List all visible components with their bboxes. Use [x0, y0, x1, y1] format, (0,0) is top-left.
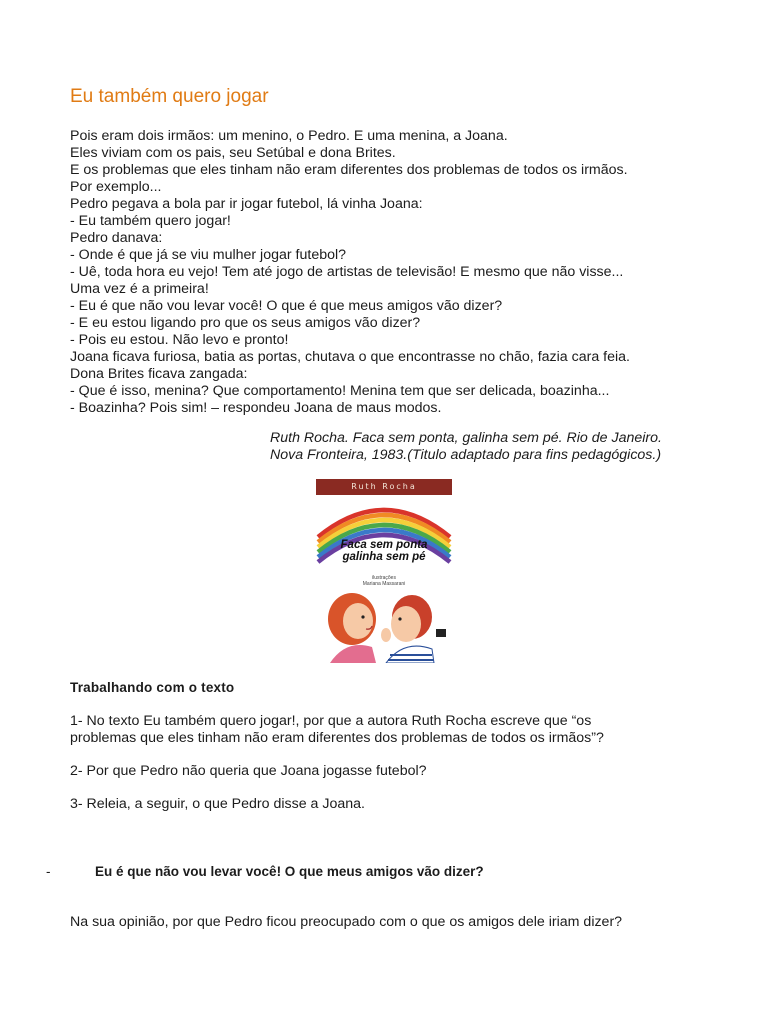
cover-title	[316, 539, 452, 563]
story-line: - Eu também quero jogar!	[70, 213, 231, 229]
bullet-dash: -	[46, 864, 51, 879]
story-line: - Boazinha? Pois sim! – respondeu Joana de maus modos.	[70, 400, 442, 416]
story-line: Dona Brites ficava zangada:	[70, 366, 248, 382]
cover-author: Ruth Rocha	[316, 479, 452, 495]
cover-title-line: galinha sem pé	[342, 551, 426, 563]
cover-illustrator-line: ilustrações	[372, 575, 396, 581]
cover-illustration	[316, 479, 452, 663]
question-line: 1- No texto Eu também quero jogar!, por que a autora Ruth Rocha escreve que “os	[70, 713, 592, 729]
story-line: Pois eram dois irmãos: um menino, o Pedro. E uma menina, a Joana.	[70, 128, 508, 144]
story-line: Pedro danava:	[70, 230, 163, 246]
story-line: Eles viviam com os pais, seu Setúbal e dona Brites.	[70, 145, 396, 161]
boy-figure	[381, 595, 434, 663]
cover-illustrator-line: Mariana Massarani	[362, 581, 406, 587]
citation-line: Nova Fronteira, 1983.(Titulo adaptado para fins pedagógicos.)	[270, 447, 662, 463]
question-2: 2- Por que Pedro não queria que Joana jogasse futebol?	[70, 763, 427, 779]
story-text	[70, 128, 710, 417]
question-line: problemas que eles tinham não eram diferentes dos problemas de todos os irmãos”?	[70, 730, 604, 746]
publisher-logo	[436, 629, 446, 637]
story-line: E os problemas que eles tinham não eram diferentes dos problemas de todos os irmãos.	[70, 162, 628, 178]
story-line: Uma vez é a primeira!	[70, 281, 209, 297]
citation-line: Ruth Rocha. Faca sem ponta, galinha sem pé. Rio de Janeiro.	[270, 430, 662, 446]
story-line: - Eu é que não vou levar você! O que é que meus amigos vão dizer?	[70, 298, 503, 314]
citation	[270, 430, 720, 464]
story-line: Pedro pegava a bola par ir jogar futebol, lá vinha Joana:	[70, 196, 423, 212]
question-4: Na sua opinião, por que Pedro ficou preocupado com o que os amigos dele iriam dizer?	[70, 914, 623, 930]
question-1	[70, 713, 710, 747]
story-line: Joana ficava furiosa, batia as portas, chutava o que encontrasse no chão, fazia cara feia.	[70, 349, 630, 365]
cover-illustrator	[316, 575, 452, 587]
page-title: Eu também quero jogar	[70, 86, 269, 107]
quoted-line: Eu é que não vou levar você! O que meus amigos vão dizer?	[95, 864, 484, 879]
story-line: - Que é isso, menina? Que comportamento! Menina tem que ser delicada, boazinha...	[70, 383, 610, 399]
story-line: - Uê, toda hora eu vejo! Tem até jogo de artistas de televisão! E mesmo que não visse...	[70, 264, 624, 280]
story-line: Por exemplo...	[70, 179, 162, 195]
question-3: 3- Releia, a seguir, o que Pedro disse a Joana.	[70, 796, 365, 812]
girl-figure	[328, 593, 376, 663]
story-line: - Pois eu estou. Não levo e pronto!	[70, 332, 289, 348]
cover-title-line: Faca sem ponta	[340, 539, 428, 551]
book-cover-image	[316, 479, 452, 663]
section-title: Trabalhando com o texto	[70, 680, 235, 695]
story-line: - E eu estou ligando pro que os seus amigos vão dizer?	[70, 315, 421, 331]
story-line: - Onde é que já se viu mulher jogar futebol?	[70, 247, 347, 263]
